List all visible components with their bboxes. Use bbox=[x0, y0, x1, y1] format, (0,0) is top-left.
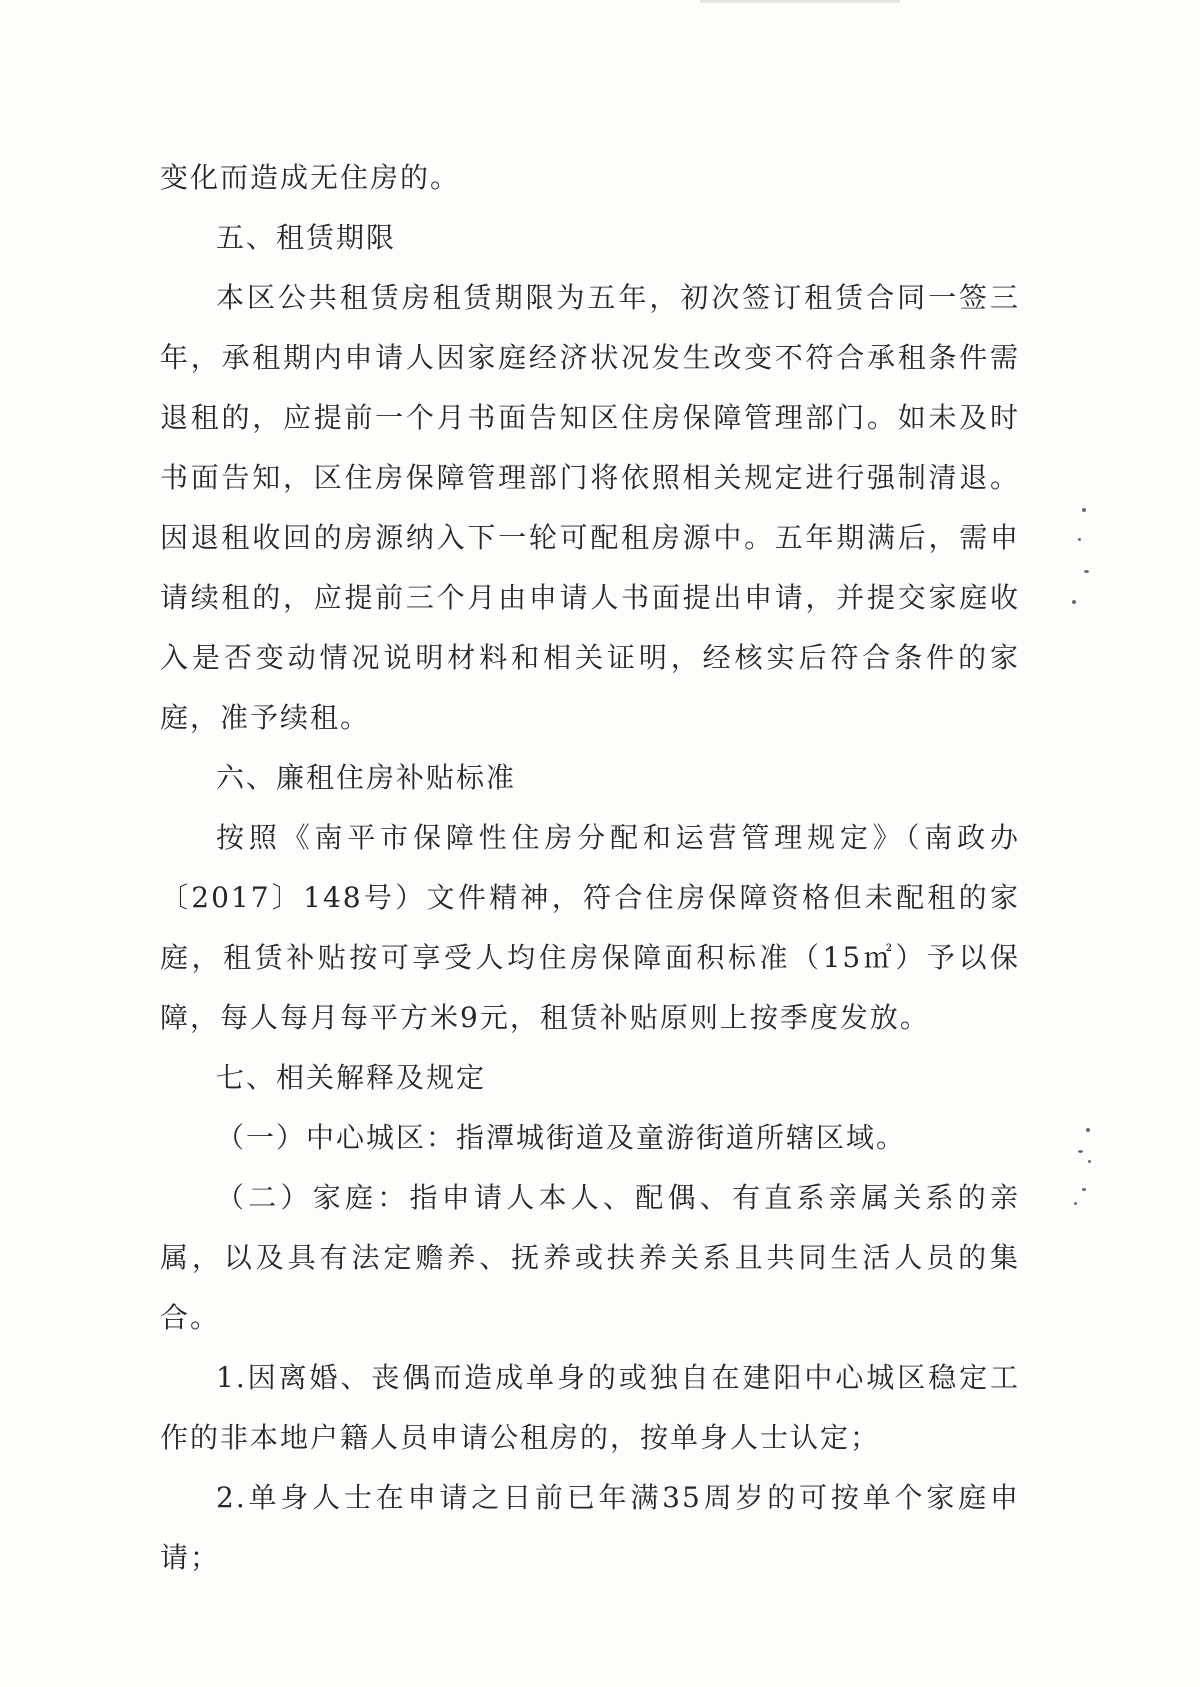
scan-speck bbox=[1082, 1188, 1086, 1191]
scan-speck bbox=[1072, 600, 1076, 604]
continuation-text: 变化而造成无住房的。 bbox=[160, 161, 461, 194]
scan-edge bbox=[700, 0, 900, 3]
scan-speck bbox=[1078, 538, 1081, 541]
section-7-title: 七、相关解释及规定 bbox=[216, 1061, 487, 1094]
section-7-sub-2: 2.单身人士在申请之日前已年满35周岁的可按单个家庭申请； bbox=[160, 1481, 1020, 1574]
section-7-item-1: （一）中心城区：指潭城街道及童游街道所辖区域。 bbox=[216, 1121, 907, 1154]
scan-speck bbox=[1074, 1202, 1077, 1205]
document-body bbox=[160, 148, 1020, 1588]
scan-speck bbox=[1078, 1150, 1083, 1153]
section-5-body: 本区公共租赁房租赁期限为五年，初次签订租赁合同一签三年，承租期内申请人因家庭经济状况发生改变不符合承租条件需退租的，应提前一个月书面告知区住房保障管理部门。如未及时书面告知，区住房保障管理部门将依照相关规定进行强制清退。因退租收回的房源纳入下一轮可配租房源中。五年期满后，需申请续租的，应提前三个月由申请人书面提出申请，并提交家庭收入是否变动情况说明材料和相关证明，经核实后符合条件的家庭，准予续租。 bbox=[160, 281, 1020, 734]
scan-speck bbox=[1086, 1128, 1090, 1132]
section-5-title: 五、租赁期限 bbox=[216, 221, 397, 254]
scan-speck bbox=[1082, 508, 1086, 512]
section-7-item-2: （二）家庭：指申请人本人、配偶、有直系亲属关系的亲属，以及具有法定赡养、抚养或扶养关系且共同生活人员的集合。 bbox=[160, 1181, 1020, 1334]
scan-speck bbox=[1084, 570, 1089, 573]
section-6-body: 按照《南平市保障性住房分配和运营管理规定》（南政办〔2017〕148号）文件精神，符合住房保障资格但未配租的家庭，租赁补贴按可享受人均住房保障面积标准（15㎡）予以保障，每人每月每平方米9元，租赁补贴原则上按季度发放。 bbox=[160, 821, 1020, 1034]
section-7-sub-1: 1.因离婚、丧偶而造成单身的或独自在建阳中心城区稳定工作的非本地户籍人员申请公租房的，按单身人士认定； bbox=[160, 1361, 1020, 1454]
scan-speck bbox=[1088, 1160, 1091, 1163]
section-6-title: 六、廉租住房补贴标准 bbox=[216, 761, 517, 794]
